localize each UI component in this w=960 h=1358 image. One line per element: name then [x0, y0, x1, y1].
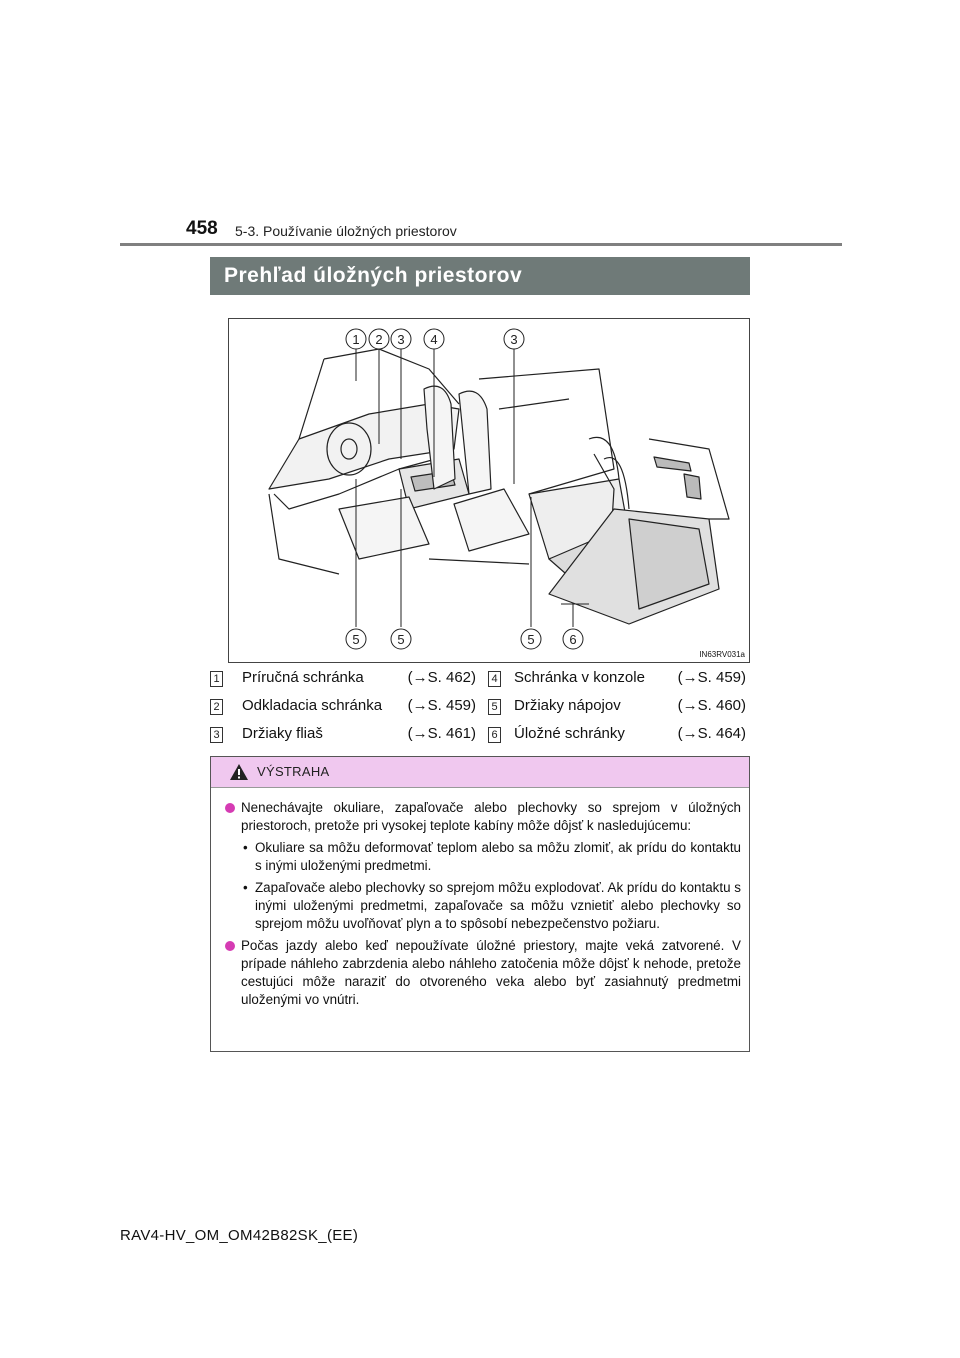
legend-number: 1: [210, 671, 223, 687]
callout-bottom-6: [563, 629, 583, 649]
svg-text:4: 4: [430, 332, 438, 347]
svg-text:5: 5: [352, 632, 360, 647]
legend-ref: (→S. 459): [677, 669, 746, 686]
chapter-title: 5-3. Používanie úložných priestorov: [235, 223, 457, 239]
callout-top-1: [346, 329, 366, 349]
legend-number: 6: [488, 727, 501, 743]
legend-item: [488, 696, 750, 720]
figure-code: IN63RV031a: [699, 650, 745, 659]
warning-body: [225, 799, 741, 1011]
legend-row: [210, 668, 750, 692]
sub-bullet: •: [243, 840, 248, 855]
warning-item-text: Počas jazdy alebo keď nepoužívate úložné priestory, majte veká zatvorené. V prípade náhleho zabrzdenia alebo náhleho zatočenia môže dôjsť k nehode, pretože cestujúci môže naraziť do otvoreného veka alebo byť zasiahnutý predmetmi uloženými vo vnútri.: [241, 938, 741, 1007]
legend-row: [210, 724, 750, 748]
svg-text:5: 5: [527, 632, 535, 647]
svg-text:3: 3: [397, 332, 405, 347]
legend-label: Úložné schránky: [514, 725, 625, 742]
legend-number: 4: [488, 671, 501, 687]
warning-subitem-text: Zapaľovače alebo plechovky so sprejom môžu explodovať. Ak prídu do kontaktu s inými uloženými predmetmi, zapaľovače sa môžu vznietiť alebo plechovky so sprejom môžu uvoľňovať plyn a to spôsobí nebezpečenstvo požiaru.: [255, 880, 741, 931]
warning-subitem: [225, 879, 741, 933]
legend-label: Držiaky fliaš: [242, 725, 323, 742]
car-interior-drawing: [229, 319, 749, 662]
svg-text:6: 6: [569, 632, 577, 647]
bullet-icon: [225, 941, 235, 951]
legend-ref: (→S. 464): [677, 725, 746, 742]
footer-code: RAV4-HV_OM_OM42B82SK_(EE): [120, 1227, 359, 1244]
legend-ref: (→S. 462): [407, 669, 476, 686]
legend-label: Schránka v konzole: [514, 669, 645, 686]
section-title: Prehľad úložných priestorov: [224, 264, 523, 287]
legend-item: [488, 668, 750, 692]
interior-illustration: [228, 318, 750, 663]
warning-subitem: [225, 839, 741, 875]
warning-header: [211, 757, 749, 788]
warning-item: [225, 937, 741, 1009]
legend-item: [210, 668, 480, 692]
svg-text:1: 1: [352, 332, 360, 347]
callout-top-3: [391, 329, 411, 349]
warning-triangle-icon: [229, 763, 249, 781]
svg-text:3: 3: [510, 332, 518, 347]
svg-text:5: 5: [397, 632, 405, 647]
warning-title: VÝSTRAHA: [257, 764, 330, 779]
legend-label: Držiaky nápojov: [514, 697, 621, 714]
callout-bottom-5a: [346, 629, 366, 649]
callout-top-4: [424, 329, 444, 349]
legend-number: 3: [210, 727, 223, 743]
legend-row: [210, 696, 750, 720]
section-banner: [210, 257, 750, 295]
legend-item: [488, 724, 750, 748]
warning-box: [210, 756, 750, 1052]
header-rule: [120, 243, 842, 246]
legend-ref: (→S. 459): [407, 697, 476, 714]
callout-top-2: [369, 329, 389, 349]
callout-top-3b: [504, 329, 524, 349]
legend-ref: (→S. 460): [677, 697, 746, 714]
legend-label: Odkladacia schránka: [242, 697, 383, 714]
page-number: 458: [186, 218, 218, 239]
legend-item: [210, 724, 480, 748]
warning-item-text: Nenechávajte okuliare, zapaľovače alebo plechovky so sprejom v úložných priestoroch, pretože pri vysokej teplote kabíny môže dôjsť k nasledujúcemu:: [241, 800, 741, 833]
svg-text:2: 2: [375, 332, 383, 347]
legend-label: Príručná schránka: [242, 669, 364, 686]
legend-number: 5: [488, 699, 501, 715]
legend-number: 2: [210, 699, 223, 715]
warning-subitem-text: Okuliare sa môžu deformovať teplom alebo sa môžu zlomiť, ak prídu do kontaktu s inými uloženými predmetmi.: [255, 840, 741, 873]
callout-bottom-5c: [521, 629, 541, 649]
legend-item: [210, 696, 480, 720]
legend-ref: (→S. 461): [407, 725, 476, 742]
bullet-icon: [225, 803, 235, 813]
callout-bottom-5b: [391, 629, 411, 649]
sub-bullet: •: [243, 880, 248, 895]
warning-item: [225, 799, 741, 835]
